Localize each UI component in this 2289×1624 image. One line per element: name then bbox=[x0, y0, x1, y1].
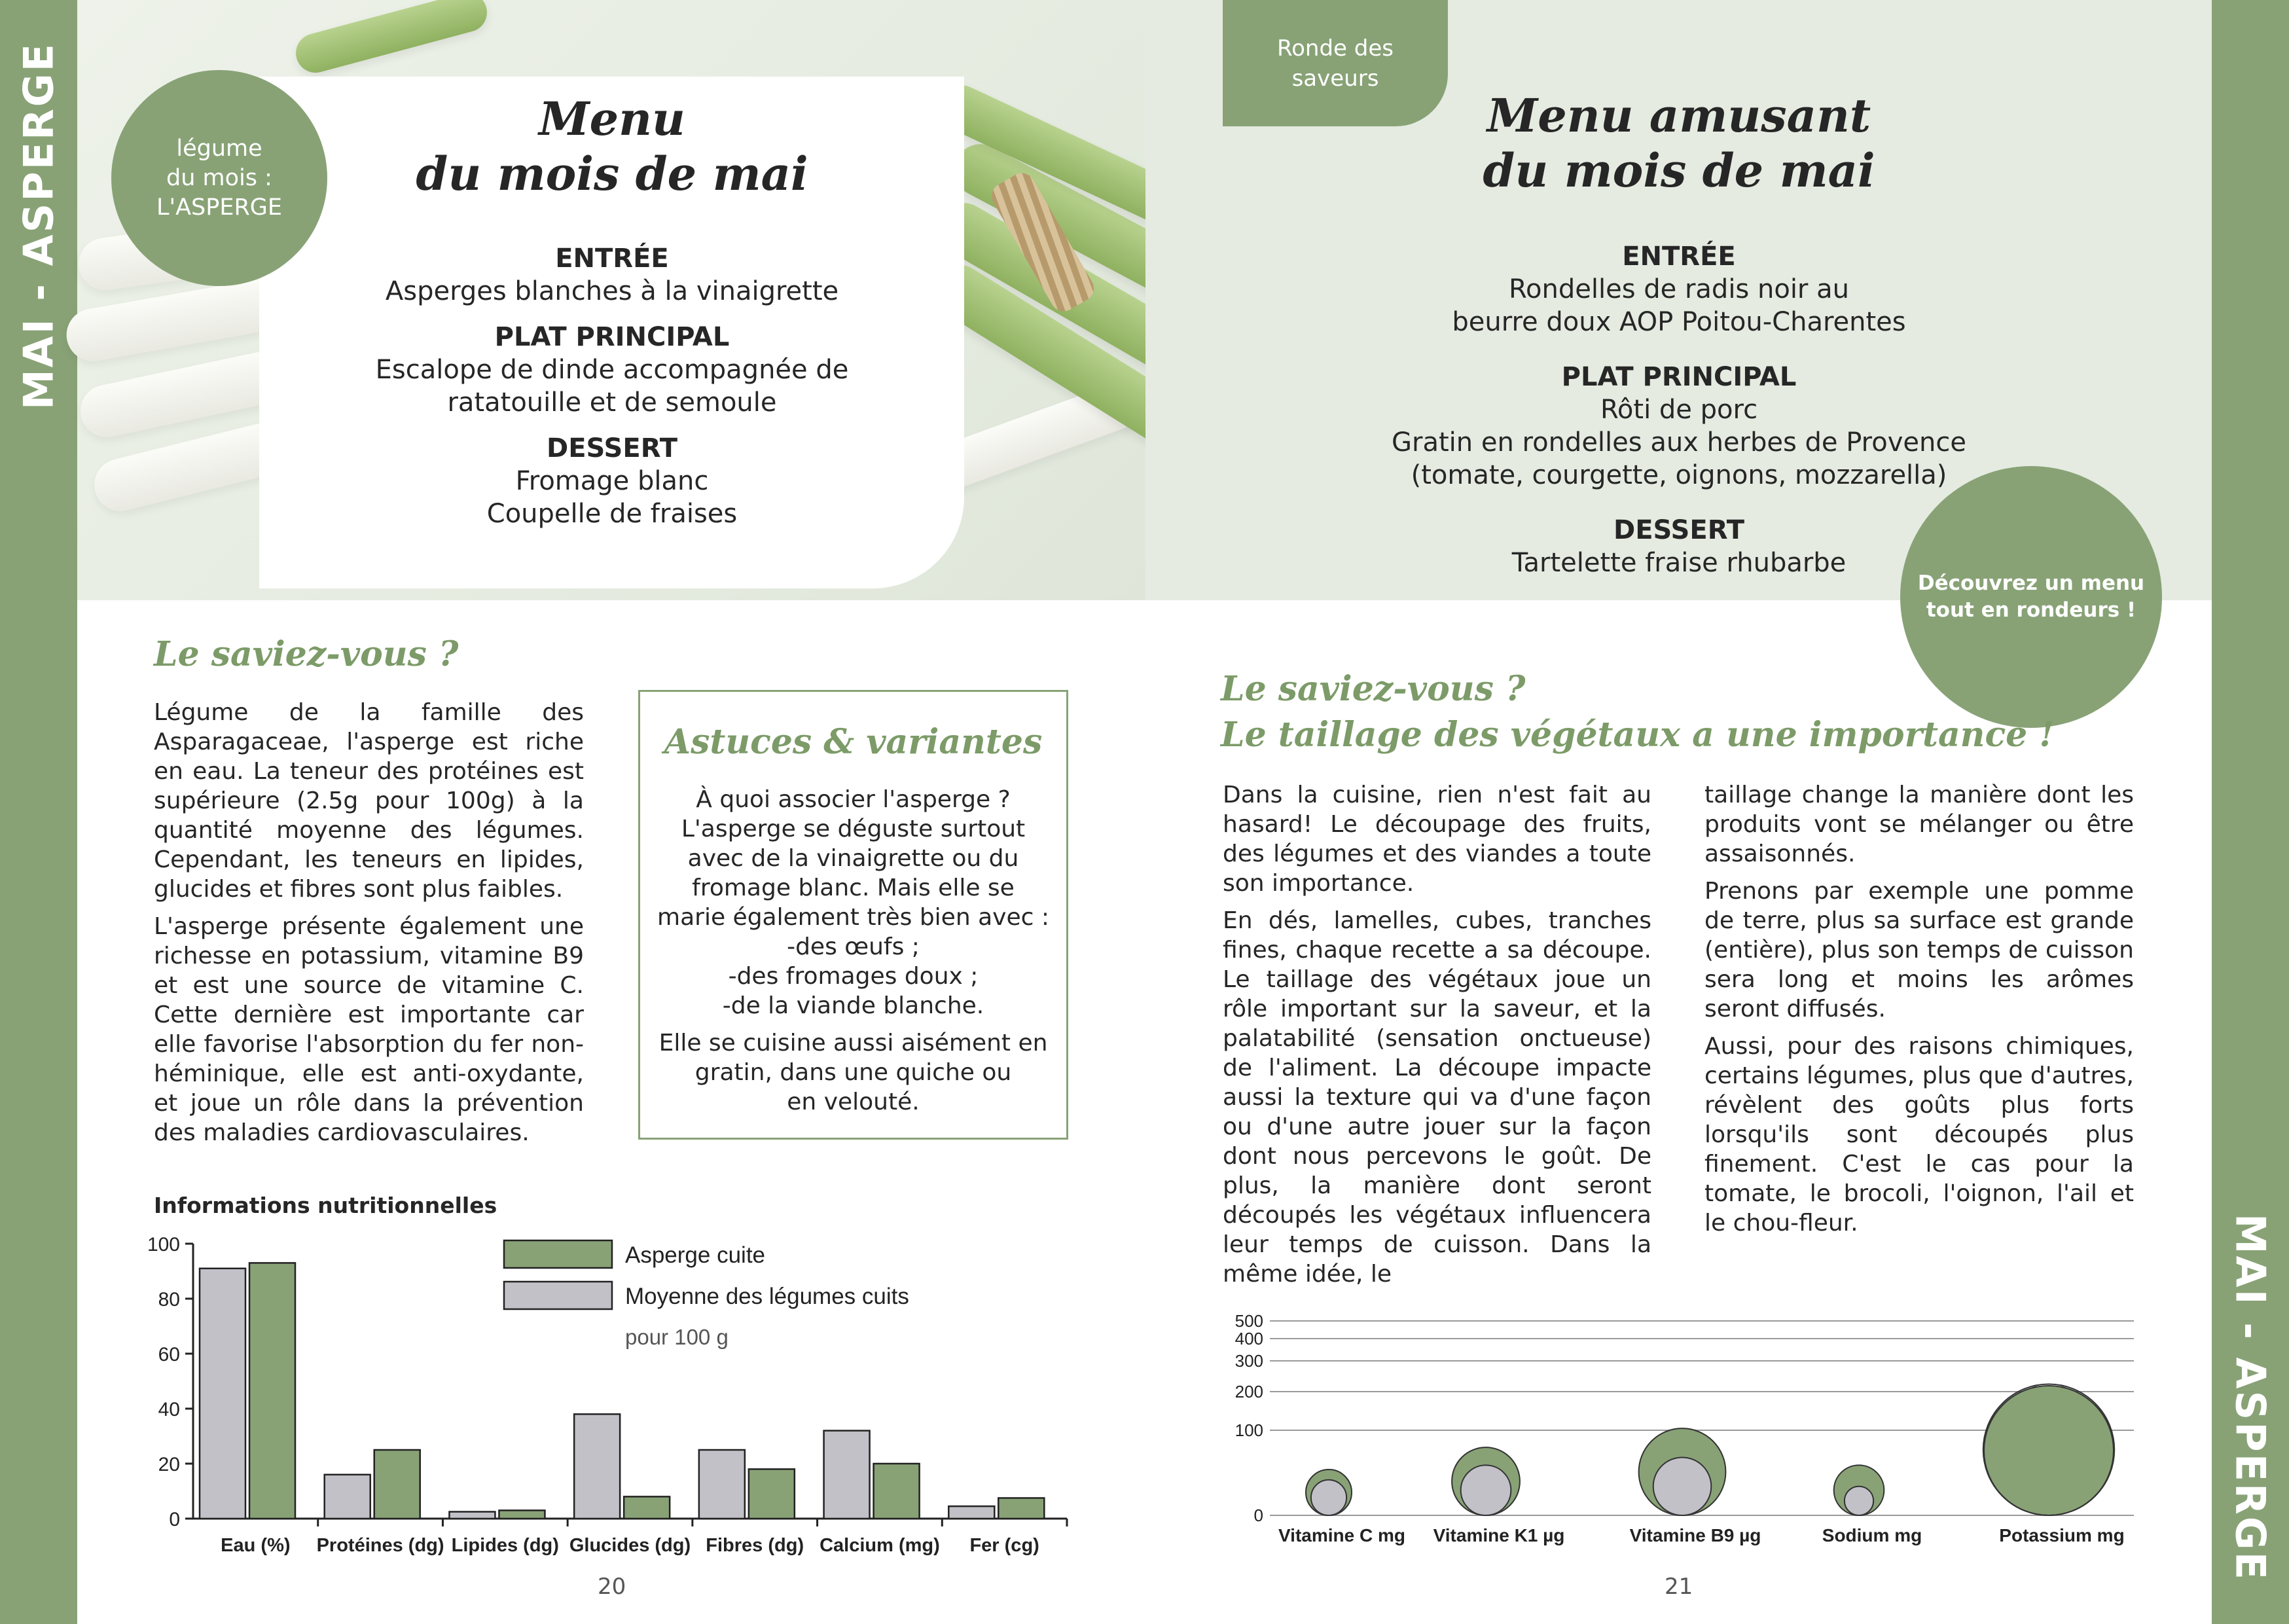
left-band-label: MAI - ASPERGE bbox=[14, 41, 63, 410]
bubble-moyenne bbox=[1461, 1465, 1511, 1515]
bubble-moyenne bbox=[1983, 1384, 2114, 1515]
left-menu-title-line2: du mois de mai bbox=[416, 147, 808, 201]
right-dessert-heading: DESSERT bbox=[1613, 515, 1744, 545]
bubble-line1: Découvrez un menu bbox=[1917, 571, 2145, 595]
left-plat-line2: ratatouille et de semoule bbox=[447, 388, 777, 418]
left-saviez-paragraph1: Légume de la famille des Asparagaceae, l'asperge est riche en eau. La teneur des protéines est supérieure (2.5g pour 100g) à la quantité moyenne des légumes. Cependant, les teneurs en lipides, glucides et fibres sont plus faibles. bbox=[154, 699, 584, 903]
x-category-label: Vitamine B9 µg bbox=[1629, 1525, 1761, 1545]
right-col2-paragraph1: taillage change la manière dont les produits vont se mélanger ou être assaisonnés. bbox=[1704, 782, 2134, 867]
left-plat-line1: Escalope de dinde accompagnée de bbox=[375, 355, 849, 385]
astuces-box bbox=[638, 690, 1068, 1140]
y-tick-label: 300 bbox=[1235, 1351, 1263, 1371]
right-col1-text bbox=[1223, 780, 1651, 1297]
right-plat-line2: Gratin en rondelles aux herbes de Provence bbox=[1392, 427, 1966, 458]
right-col1-paragraph2: En dés, lamelles, cubes, tranches fines, chaque recette a sa découpe. Le taillage des végétaux joue un rôle important sur la saveur, et la palatabilité (sensation onctueuse) de l'aliment. La découpe impacte aussi la texture qui va d'une façon ou d'une autre jouer sur la façon dont nous percevons le goût. De plus, la manière dont seront découpés les végétaux influencera leur temps de cuisson. Dans la même idée, le bbox=[1223, 907, 1651, 1288]
y-tick-label: 60 bbox=[158, 1344, 180, 1365]
x-tick-label: Glucides (dg) bbox=[569, 1535, 691, 1556]
right-saviez-title-line2: Le taillage des végétaux a une importance ! bbox=[1221, 715, 2055, 755]
bar-asperge bbox=[499, 1510, 545, 1519]
astuces-line: marie également très bien avec : bbox=[657, 904, 1049, 931]
astuces-line: -des œufs ; bbox=[787, 933, 920, 960]
bar-moyenne bbox=[824, 1431, 870, 1519]
nutrition-bar-chart bbox=[147, 1224, 1087, 1556]
right-dessert-line1: Tartelette fraise rhubarbe bbox=[1511, 548, 1847, 578]
right-col1-paragraph1: Dans la cuisine, rien n'est fait au hasard! Le découpage des fruits, des légumes et des viandes a toute son importance. bbox=[1223, 782, 1651, 897]
astuces-line: L'asperge se déguste surtout bbox=[681, 816, 1026, 842]
right-entree-heading: ENTRÉE bbox=[1622, 242, 1736, 272]
astuces-body bbox=[640, 785, 1066, 1117]
astuces-line: gratin, dans une quiche ou bbox=[694, 1059, 1012, 1086]
x-category-label: Potassium mg bbox=[1999, 1525, 2125, 1545]
left-saviez-text bbox=[154, 698, 584, 1155]
y-tick-label: 500 bbox=[1235, 1311, 1263, 1331]
ronde-des-saveurs-tab bbox=[1223, 0, 1448, 126]
right-col2-paragraph2: Prenons par exemple une pomme de terre, plus sa surface est grande (entière), plus son temps de cuisson sera long et moins les arômes seront diffusés. bbox=[1704, 878, 2134, 1022]
tab-line2: saveurs bbox=[1291, 65, 1379, 92]
bar-moyenne bbox=[574, 1414, 620, 1519]
bar-moyenne bbox=[325, 1475, 370, 1519]
astuces-title: Astuces & variantes bbox=[664, 722, 1043, 762]
y-tick-label: 100 bbox=[147, 1234, 180, 1255]
astuces-line: À quoi associer l'asperge ? bbox=[696, 786, 1011, 813]
bubble-moyenne bbox=[1653, 1457, 1712, 1515]
x-tick-label: Fibres (dg) bbox=[706, 1535, 804, 1556]
left-saviez-paragraph2: L'asperge présente également une richesse en potassium, vitamine B9 et est une source de vitamine C. Cette dernière est importante car elle favorise l'absorption du fer non-héminique, elle est anti-oxydante, et joue un rôle dans la prévention des maladies cardiovasculaires. bbox=[154, 913, 584, 1146]
left-entree-heading: ENTRÉE bbox=[555, 244, 669, 274]
astuces-line: -des fromages doux ; bbox=[728, 963, 979, 990]
right-entree-line2: beurre doux AOP Poitou-Charentes bbox=[1452, 307, 1906, 337]
legend-label-asperge: Asperge cuite bbox=[625, 1242, 766, 1268]
left-menu-title bbox=[386, 92, 838, 202]
legume-circle-line3: L'ASPERGE bbox=[156, 194, 283, 221]
bubble-moyenne bbox=[1311, 1480, 1346, 1515]
left-dessert-heading: DESSERT bbox=[547, 433, 677, 463]
y-tick-label: 400 bbox=[1235, 1329, 1263, 1348]
legume-circle-line2: du mois : bbox=[166, 164, 272, 191]
bar-asperge bbox=[374, 1450, 420, 1519]
x-tick-label: Calcium (mg) bbox=[820, 1535, 940, 1556]
y-tick-label: 100 bbox=[1235, 1420, 1263, 1440]
legend-label-moyenne: Moyenne des légumes cuits bbox=[625, 1284, 909, 1309]
right-plat-heading: PLAT PRINCIPAL bbox=[1561, 362, 1797, 392]
left-entree-dish: Asperges blanches à la vinaigrette bbox=[385, 276, 839, 306]
right-band-label: MAI - ASPERGE bbox=[2226, 1213, 2275, 1582]
right-saviez-title bbox=[1221, 666, 2054, 758]
legend-swatch-moyenne bbox=[504, 1282, 612, 1309]
bar-asperge bbox=[624, 1496, 670, 1519]
bar-asperge bbox=[249, 1263, 295, 1519]
page-number-left: 20 bbox=[598, 1574, 626, 1600]
x-tick-label: Eau (%) bbox=[221, 1535, 291, 1556]
right-menu-title bbox=[1453, 88, 1905, 198]
y-tick-label: 80 bbox=[158, 1289, 180, 1310]
right-plat-line1: Rôti de porc bbox=[1600, 395, 1758, 425]
legend-note: pour 100 g bbox=[625, 1325, 729, 1349]
bubble-line2: tout en rondeurs ! bbox=[1926, 598, 2136, 622]
left-plat-heading: PLAT PRINCIPAL bbox=[494, 322, 730, 352]
astuces-line: en velouté. bbox=[787, 1089, 920, 1115]
bar-asperge bbox=[749, 1469, 795, 1519]
x-category-label: Vitamine K1 µg bbox=[1433, 1525, 1565, 1545]
left-menu-title-line1: Menu bbox=[539, 92, 685, 146]
nutrition-chart-title: Informations nutritionnelles bbox=[154, 1193, 497, 1218]
bar-asperge bbox=[998, 1498, 1044, 1519]
x-tick-label: Protéines (dg) bbox=[316, 1535, 444, 1556]
right-saviez-title-line1: Le saviez-vous ? bbox=[1221, 669, 1526, 709]
tab-line1: Ronde des bbox=[1277, 35, 1394, 62]
left-dessert-line1: Fromage blanc bbox=[515, 466, 709, 496]
bar-moyenne bbox=[200, 1269, 245, 1519]
right-entree-line1: Rondelles de radis noir au bbox=[1509, 274, 1849, 304]
y-tick-label: 0 bbox=[1253, 1506, 1263, 1525]
bar-moyenne bbox=[449, 1512, 495, 1519]
left-menu-courses bbox=[281, 242, 943, 530]
astuces-line: -de la viande blanche. bbox=[722, 992, 984, 1019]
x-tick-label: Lipides (dg) bbox=[451, 1535, 559, 1556]
x-category-label: Sodium mg bbox=[1822, 1525, 1922, 1545]
x-tick-label: Fer (cg) bbox=[969, 1535, 1039, 1556]
page-number-right: 21 bbox=[1665, 1574, 1693, 1600]
left-dessert-line2: Coupelle de fraises bbox=[486, 499, 738, 529]
right-menu-title-line2: du mois de mai bbox=[1483, 143, 1875, 198]
right-menu-title-line1: Menu amusant bbox=[1487, 88, 1871, 143]
right-col2-text bbox=[1704, 780, 2134, 1246]
x-category-label: Vitamine C mg bbox=[1278, 1525, 1405, 1545]
astuces-line: fromage blanc. Mais elle se bbox=[692, 875, 1015, 901]
bar-moyenne bbox=[948, 1506, 994, 1519]
right-plat-line3: (tomate, courgette, oignons, mozzarella) bbox=[1411, 460, 1947, 490]
bar-asperge bbox=[874, 1464, 920, 1519]
astuces-line: Elle se cuisine aussi aisément en bbox=[658, 1030, 1048, 1056]
y-tick-label: 20 bbox=[158, 1454, 180, 1475]
legend-swatch-asperge bbox=[504, 1240, 612, 1268]
bubble-moyenne bbox=[1845, 1487, 1873, 1515]
y-tick-label: 40 bbox=[158, 1399, 180, 1420]
right-col2-paragraph3: Aussi, pour des raisons chimiques, certains légumes, plus que d'autres, révèlent des goûts plus forts lorsqu'ils sont découpés plus finement. C'est le cas pour la tomate, le brocoli, l'oignon, l'ail et le chou-fleur. bbox=[1704, 1033, 2134, 1236]
left-saviez-title: Le saviez-vous ? bbox=[154, 634, 459, 674]
minerals-bubble-chart bbox=[1217, 1306, 2147, 1555]
y-tick-label: 0 bbox=[169, 1509, 180, 1530]
bar-moyenne bbox=[699, 1450, 745, 1519]
astuces-line: avec de la vinaigrette ou du bbox=[687, 845, 1019, 872]
legume-circle-line1: légume bbox=[176, 135, 262, 162]
y-tick-label: 200 bbox=[1235, 1382, 1263, 1401]
